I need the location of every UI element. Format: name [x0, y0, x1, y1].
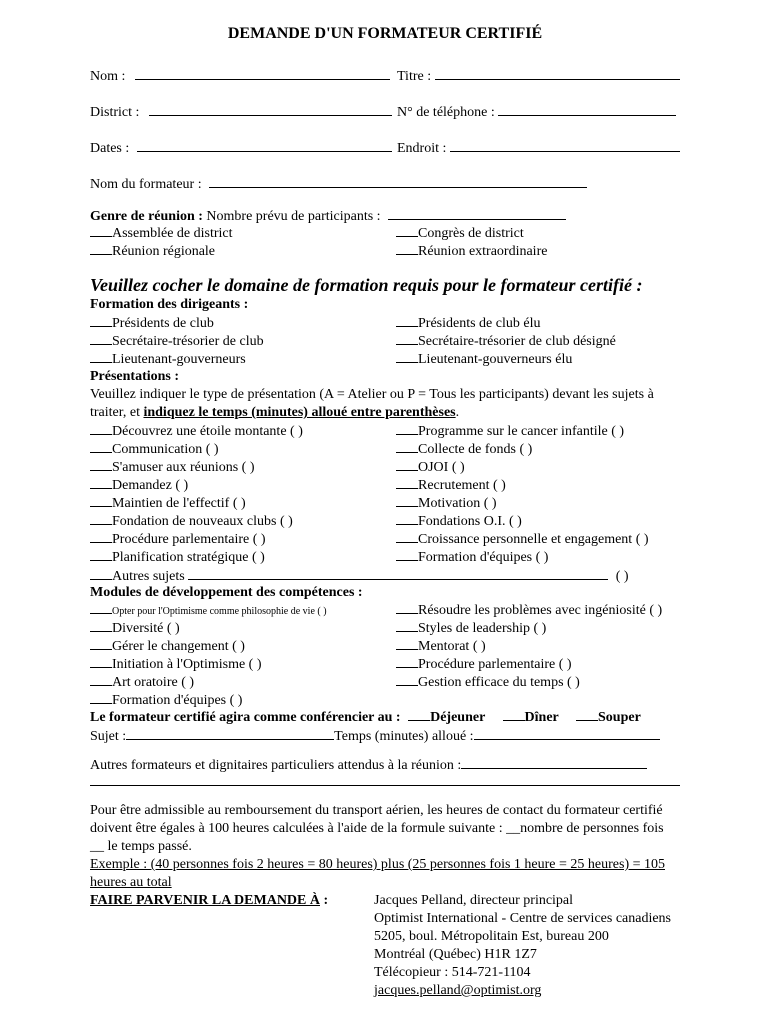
option-label: Planification stratégique ( ) [112, 550, 265, 565]
district-input-line[interactable] [149, 102, 392, 116]
option-etoile[interactable] [90, 422, 303, 440]
option-label: OJOI ( ) [418, 460, 465, 475]
option-label: Collecte de fonds ( ) [418, 442, 533, 457]
option-label: S'amuser aux réunions ( ) [112, 460, 255, 475]
titre-input-line[interactable] [435, 66, 680, 80]
option-label: Fondations O.I. ( ) [418, 514, 522, 529]
checkbox-blank[interactable] [396, 332, 418, 345]
formateur-field[interactable] [90, 174, 587, 193]
address-line-4: Montréal (Québec) H1R 1Z7 [374, 947, 537, 962]
checkbox-blank[interactable] [90, 224, 112, 237]
checkbox-blank[interactable] [396, 224, 418, 237]
dates-field[interactable] [90, 138, 392, 157]
form-title: DEMANDE D'UN FORMATEUR CERTIFIÉ [227, 25, 543, 42]
option-label: Gestion efficace du temps ( ) [418, 675, 580, 690]
option-presidents[interactable] [90, 314, 214, 332]
option-label: Découvrez une étoile montante ( ) [112, 424, 303, 439]
option-formation-equipes-pres[interactable] [396, 548, 548, 566]
option-label: Secrétaire-trésorier de club désigné [418, 334, 616, 349]
checkbox-blank[interactable] [396, 242, 418, 255]
option-gestion-temps[interactable] [396, 673, 580, 691]
dates-label: Dates : [90, 141, 130, 156]
participants-input-line[interactable] [388, 206, 566, 220]
checkbox-blank[interactable] [396, 619, 418, 632]
option-label: Art oratoire ( ) [112, 675, 195, 690]
option-label: Opter pour l'Optimisme comme philosophie de vie ( ) [112, 606, 327, 617]
option-label: Autres sujets [112, 569, 185, 584]
dirigeants-heading: Formation des dirigeants : [90, 297, 249, 312]
option-label: Demandez ( ) [112, 478, 189, 493]
checkbox-blank[interactable] [90, 637, 112, 650]
checkbox-blank[interactable] [90, 314, 112, 327]
option-fondations-oi[interactable] [396, 512, 522, 530]
checkbox-blank[interactable] [90, 530, 112, 543]
option-label: Lieutenant-gouverneurs élu [418, 352, 573, 367]
option-label: Formation d'équipes ( ) [112, 693, 243, 708]
speaker-row [90, 708, 641, 726]
option-label: Résoudre les problèmes avec ingéniosité ( ) [418, 603, 663, 618]
nom-field[interactable] [90, 66, 390, 85]
autres-formateurs-input-line[interactable] [461, 755, 647, 769]
option-label: Réunion extraordinaire [418, 244, 548, 259]
checkbox-blank[interactable] [396, 476, 418, 489]
option-resoudre[interactable] [396, 601, 662, 619]
checkbox-blank[interactable] [90, 350, 112, 363]
option-formation-equipes-mod[interactable] [90, 691, 242, 709]
option-reunion-extraordinaire[interactable] [396, 242, 547, 260]
address-line-3: 5205, boul. Métropolitain Est, bureau 200 [374, 929, 609, 944]
checkbox-blank[interactable] [396, 637, 418, 650]
address-line-5: Télécopieur : 514-721-1104 [374, 965, 531, 980]
option-label: Motivation ( ) [418, 496, 497, 511]
checkbox-blank[interactable] [396, 655, 418, 668]
checkbox-blank[interactable] [90, 673, 112, 686]
checkbox-blank[interactable] [90, 512, 112, 525]
titre-label: Titre : [397, 69, 432, 84]
email-row[interactable] [374, 982, 541, 999]
checkbox-blank[interactable] [396, 512, 418, 525]
option-label: Maintien de l'effectif ( ) [112, 496, 246, 511]
option-label: Gérer le changement ( ) [112, 639, 245, 654]
option-changement[interactable] [90, 637, 245, 655]
option-samuser[interactable] [90, 458, 255, 476]
endroit-input-line[interactable] [450, 138, 680, 152]
checkbox-blank[interactable] [396, 458, 418, 471]
instruction-period: . [455, 405, 460, 420]
modules-heading: Modules de développement des compétences : [90, 585, 363, 600]
option-assemblee[interactable] [90, 224, 233, 242]
checkbox-blank[interactable] [90, 548, 112, 561]
option-motivation[interactable] [396, 494, 497, 512]
option-label: Congrès de district [418, 226, 524, 241]
nom-label: Nom : [90, 69, 126, 84]
checkbox-blank[interactable] [90, 476, 112, 489]
checkbox-blank[interactable] [396, 548, 418, 561]
option-styles[interactable] [396, 619, 546, 637]
option-congres[interactable] [396, 224, 524, 242]
presentations-heading: Présentations : [90, 369, 180, 384]
option-label: Présidents de club élu [418, 316, 541, 331]
send-colon: : [323, 893, 329, 908]
option-fondation-clubs[interactable] [90, 512, 293, 530]
transport-line-2: doivent être égales à 100 heures calculées à l'aide de la formule suivante : __nombre de personnes fois [90, 821, 664, 836]
option-presidents-elu[interactable] [396, 314, 540, 332]
checkbox-blank[interactable] [396, 350, 418, 363]
district-field[interactable] [90, 102, 392, 121]
option-croissance[interactable] [396, 530, 649, 548]
checkbox-blank[interactable] [90, 332, 112, 345]
option-art-oratoire[interactable] [90, 673, 194, 691]
option-collecte[interactable] [396, 440, 532, 458]
option-label: Styles de leadership ( ) [418, 621, 547, 636]
section-heading: Veuillez cocher le domaine de formation requis pour le formateur certifié : [90, 275, 643, 295]
send-label: FAIRE PARVENIR LA DEMANDE À [90, 893, 320, 908]
nom-input-line[interactable] [135, 66, 390, 80]
option-label: Recrutement ( ) [418, 478, 506, 493]
checkbox-blank[interactable] [576, 708, 598, 721]
option-initiation[interactable] [90, 655, 262, 673]
checkbox-blank[interactable] [90, 494, 112, 507]
checkbox-blank[interactable] [408, 708, 430, 721]
option-label: Initiation à l'Optimisme ( ) [112, 657, 262, 672]
option-reunion-regionale[interactable] [90, 242, 215, 260]
sujet-temps-row [90, 726, 660, 745]
option-opter[interactable] [90, 601, 327, 620]
checkbox-blank[interactable] [90, 655, 112, 668]
telephone-field[interactable] [397, 102, 676, 121]
option-autres-sujets[interactable] [90, 566, 629, 585]
checkbox-blank[interactable] [90, 601, 112, 614]
checkbox-blank[interactable] [396, 422, 418, 435]
presentations-instruction-2 [90, 404, 459, 421]
autres-sujets-input-line[interactable] [188, 566, 608, 580]
option-procedure[interactable] [90, 530, 266, 548]
telephone-label: N° de téléphone : [397, 105, 495, 120]
option-dejeuner[interactable]: Déjeuner [430, 710, 486, 725]
send-label-row [90, 892, 328, 909]
option-label: Lieutenant-gouverneurs [112, 352, 246, 367]
checkbox-blank[interactable] [90, 242, 112, 255]
option-diner[interactable]: Dîner [524, 710, 559, 725]
checkbox-blank[interactable] [396, 314, 418, 327]
formateur-input-line[interactable] [209, 174, 587, 188]
checkbox-blank[interactable] [90, 440, 112, 453]
option-communication[interactable] [90, 440, 219, 458]
option-lieutenant[interactable] [90, 350, 246, 368]
option-recrutement[interactable] [396, 476, 506, 494]
address-line-1: Jacques Pelland, directeur principal [374, 893, 574, 908]
autres-formateurs-line-2[interactable] [90, 785, 680, 786]
speaker-label: Le formateur certifié agira comme conférencier au : [90, 710, 401, 725]
endroit-field[interactable] [397, 138, 680, 157]
checkbox-blank[interactable] [396, 494, 418, 507]
formateur-label: Nom du formateur : [90, 177, 202, 192]
option-ojoi[interactable] [396, 458, 465, 476]
endroit-label: Endroit : [397, 141, 447, 156]
titre-field[interactable] [397, 66, 680, 85]
example-line-2: heures au total [90, 875, 172, 890]
option-diversite[interactable] [90, 619, 180, 637]
option-demandez[interactable] [90, 476, 188, 494]
option-label: Mentorat ( ) [418, 639, 486, 654]
option-label: Diversité ( ) [112, 621, 180, 636]
transport-line-3: __ le temps passé. [90, 839, 192, 854]
option-lieutenant-elu[interactable] [396, 350, 572, 368]
checkbox-blank[interactable] [90, 619, 112, 632]
telephone-input-line[interactable] [498, 102, 676, 116]
option-secretaire[interactable] [90, 332, 264, 350]
option-label: Programme sur le cancer infantile ( ) [418, 424, 625, 439]
option-souper[interactable]: Souper [598, 710, 641, 725]
participants-label: Nombre prévu de participants : [206, 209, 381, 224]
address-line-2: Optimist International - Centre de services canadiens [374, 911, 672, 926]
checkbox-blank[interactable] [90, 691, 112, 704]
option-procedure-mod[interactable] [396, 655, 572, 673]
option-label: Communication ( ) [112, 442, 219, 457]
checkbox-blank[interactable] [90, 567, 112, 580]
temps-label: Temps (minutes) alloué : [334, 729, 474, 744]
checkbox-blank[interactable] [90, 458, 112, 471]
checkbox-blank[interactable] [396, 530, 418, 543]
example-line-1: Exemple : (40 personnes fois 2 heures = 80 heures) plus (25 personnes fois 1 heure = 25 heures) = 105 [90, 857, 665, 872]
instruction-text: traiter, et [90, 405, 144, 420]
presentations-instruction-1: Veuillez indiquer le type de présentation (A = Atelier ou P = Tous les participants) devant les sujets à [90, 387, 654, 402]
dates-input-line[interactable] [137, 138, 392, 152]
autres-formateurs-row [90, 755, 647, 774]
option-label: Procédure parlementaire ( ) [418, 657, 572, 672]
checkbox-blank[interactable] [396, 673, 418, 686]
meeting-type-row [90, 206, 566, 225]
temps-input-line[interactable] [474, 726, 660, 740]
instruction-emphasis: indiquez le temps (minutes) alloué entre parenthèses [143, 405, 456, 420]
autres-time: ( ) [615, 569, 629, 584]
option-maintien[interactable] [90, 494, 246, 512]
option-label: Formation d'équipes ( ) [418, 550, 549, 565]
transport-line-1: Pour être admissible au remboursement du transport aérien, les heures de contact du formateur certifié [90, 803, 663, 818]
sujet-input-line[interactable] [126, 726, 334, 740]
option-label: Croissance personnelle et engagement ( ) [418, 532, 649, 547]
genre-label: Genre de réunion : [90, 209, 203, 224]
checkbox-blank[interactable] [396, 601, 418, 614]
option-label: Assemblée de district [112, 226, 233, 241]
option-label: Présidents de club [112, 316, 214, 331]
option-label: Procédure parlementaire ( ) [112, 532, 266, 547]
sujet-label: Sujet : [90, 729, 127, 744]
autres-formateurs-label: Autres formateurs et dignitaires particuliers attendus à la réunion : [90, 758, 462, 773]
checkbox-blank[interactable] [396, 440, 418, 453]
option-mentorat[interactable] [396, 637, 486, 655]
option-label: Secrétaire-trésorier de club [112, 334, 264, 349]
option-secretaire-designe[interactable] [396, 332, 616, 350]
email-link[interactable]: jacques.pelland@optimist.org [374, 983, 542, 998]
district-label: District : [90, 105, 140, 120]
option-planification[interactable] [90, 548, 265, 566]
option-label: Fondation de nouveaux clubs ( ) [112, 514, 293, 529]
option-cancer[interactable] [396, 422, 624, 440]
checkbox-blank[interactable] [503, 708, 525, 721]
option-label: Réunion régionale [112, 244, 216, 259]
checkbox-blank[interactable] [90, 422, 112, 435]
